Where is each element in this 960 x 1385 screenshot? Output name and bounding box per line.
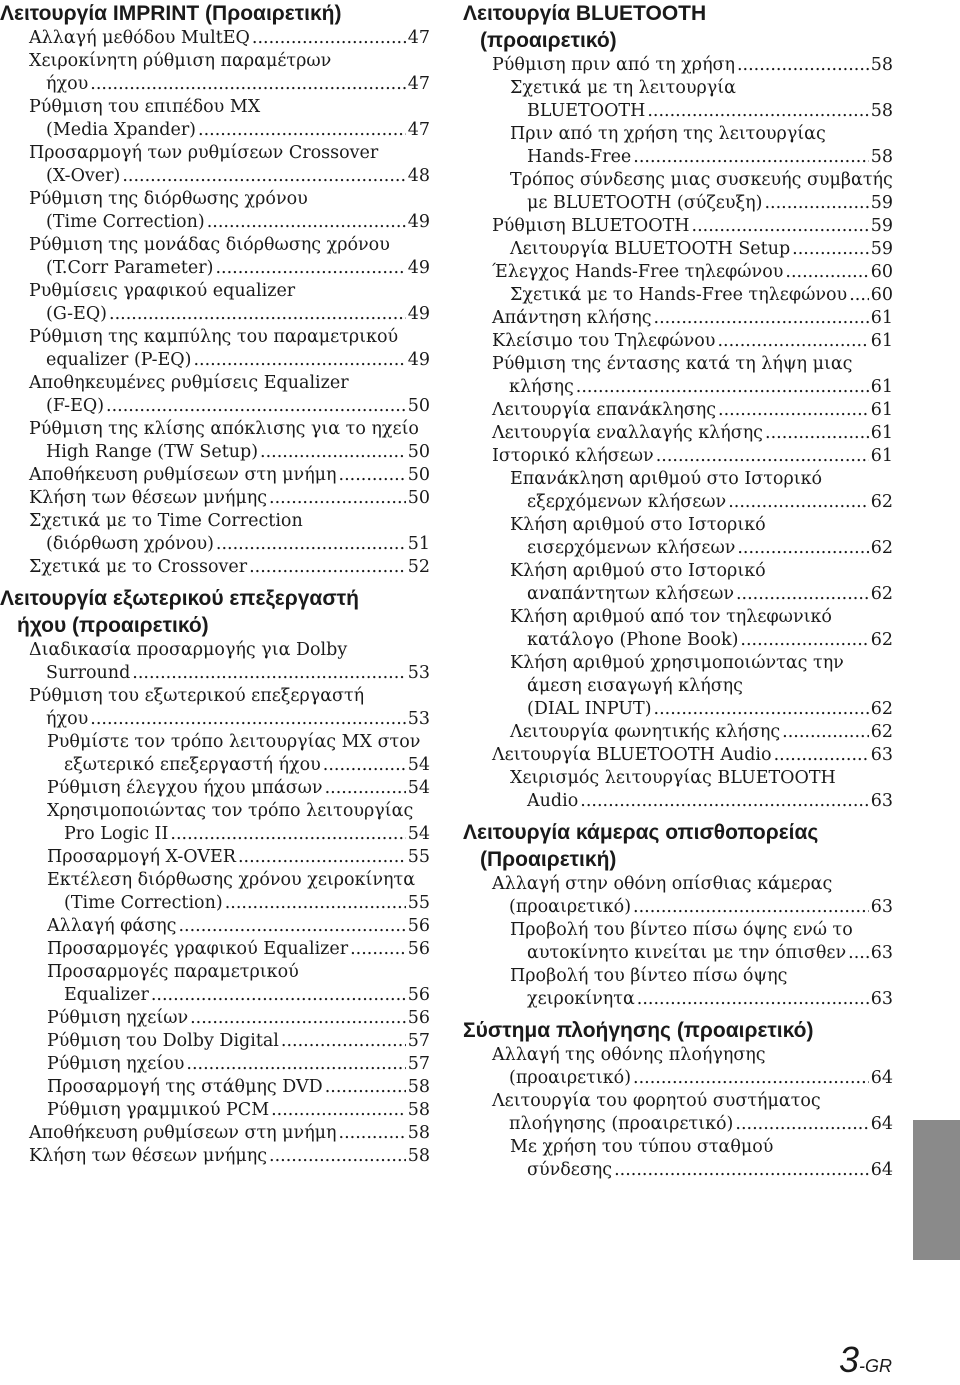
dot-leader	[647, 100, 868, 123]
entry-text: Κλήση των θέσεων μνήμης	[29, 1146, 268, 1166]
entry-text: Ρυθμίστε τον τρόπο λειτουργίας MX στον	[47, 732, 421, 752]
entry-text: ήχου	[46, 74, 89, 94]
entry-page-number: 61	[870, 331, 893, 351]
entry-text: Λειτουργία φωνητικής κλήσης	[510, 722, 781, 742]
toc-entry[interactable]	[0, 372, 430, 418]
toc-entry[interactable]	[463, 445, 893, 468]
entry-text: αναπάντητων κλήσεων	[527, 584, 734, 604]
entry-text: Αλλαγή μεθόδου MultEQ	[29, 28, 250, 48]
entry-page-number: 64	[870, 1114, 893, 1134]
toc-entry[interactable]	[463, 560, 893, 606]
dot-leader	[325, 1076, 406, 1099]
entry-page-number: 60	[870, 262, 893, 282]
entry-page-number: 50	[407, 396, 430, 416]
entry-text: Ρύθμιση της διόρθωσης χρόνου	[29, 189, 308, 209]
entry-page-number: 58	[870, 147, 893, 167]
entry-page-number: 47	[407, 28, 430, 48]
toc-entry[interactable]	[0, 280, 430, 326]
dot-leader	[249, 556, 406, 579]
toc-entry[interactable]	[463, 1044, 893, 1090]
toc-entry[interactable]	[463, 399, 893, 422]
entry-text: Αποθήκευση ρυθμίσεων στη μνήμη	[29, 1123, 337, 1143]
entry-page-number: 58	[407, 1100, 430, 1120]
entry-page-number: 63	[870, 989, 893, 1009]
dot-leader	[190, 1007, 406, 1030]
entry-page-number: 61	[870, 400, 893, 420]
section-heading: ήχου (προαιρετικό)	[17, 614, 209, 637]
dot-leader	[170, 823, 405, 846]
entry-page-number: 47	[407, 74, 430, 94]
toc-entry[interactable]	[463, 1136, 893, 1182]
section-heading: (προαιρετικό)	[480, 29, 617, 52]
entry-text: Προσαρμογή της στάθμης DVD	[47, 1077, 323, 1097]
toc-entry[interactable]	[0, 487, 430, 510]
entry-text: εξωτερικό επεξεργαστή ήχου	[64, 755, 321, 775]
toc-entry[interactable]	[463, 54, 893, 77]
entry-text: (T.Corr Parameter)	[46, 258, 214, 278]
entry-text: Πριν από τη χρήση της λειτουργίας	[510, 124, 826, 144]
entry-text: High Range (TW Setup)	[46, 442, 259, 462]
dot-leader	[737, 537, 868, 560]
entry-page-number: 64	[870, 1160, 893, 1180]
dot-leader	[740, 629, 868, 652]
toc-entry[interactable]	[0, 685, 430, 731]
entry-text: Αλλαγή φάσης	[47, 916, 177, 936]
dot-leader	[717, 330, 868, 353]
dot-leader	[207, 211, 406, 234]
entry-text: Ρύθμιση του εξωτερικού επεξεργαστή	[29, 686, 365, 706]
entry-text: Προσαρμογή των ρυθμίσεων Crossover	[29, 143, 379, 163]
dot-leader	[764, 192, 868, 215]
entry-text: (F-EQ)	[46, 396, 105, 416]
entry-page-number: 62	[870, 722, 893, 742]
entry-page-number: 59	[870, 193, 893, 213]
entry-text: Ρύθμιση ηχείου	[47, 1054, 185, 1074]
dot-leader	[774, 744, 869, 767]
dot-leader	[848, 942, 869, 965]
toc-section	[463, 819, 893, 1011]
toc-entry[interactable]	[0, 50, 430, 96]
dot-leader	[736, 583, 869, 606]
page-number	[839, 1339, 892, 1381]
entry-text: Σχετικά με το Hands-Free τηλεφώνου	[510, 285, 848, 305]
entry-page-number: 61	[870, 446, 893, 466]
dot-leader	[792, 238, 869, 261]
entry-text: Equalizer	[64, 985, 149, 1005]
entry-text: Ρύθμιση γραμμικού PCM	[47, 1100, 270, 1120]
entry-text: Ρύθμιση BLUETOOTH	[492, 216, 690, 236]
dot-leader	[614, 1159, 869, 1182]
entry-text: Έλεγχος Hands-Free τηλεφώνου	[492, 262, 784, 282]
dot-leader	[215, 257, 405, 280]
toc-entry[interactable]	[463, 767, 893, 813]
dot-leader	[323, 754, 406, 777]
entry-text: Ρύθμιση της μονάδας διόρθωσης χρόνου	[29, 235, 390, 255]
page-number-main: 3	[838, 1339, 859, 1380]
section-heading: Σύστημα πλοήγησης (προαιρετικό)	[463, 1019, 814, 1042]
entry-text: Σχετικά με το Time Correction	[29, 511, 303, 531]
entry-text: Ρύθμιση της έντασης κατά τη λήψη μιας	[492, 354, 853, 374]
entry-page-number: 56	[407, 985, 430, 1005]
entry-text: Ρύθμιση ηχείων	[47, 1008, 189, 1028]
entry-page-number: 48	[407, 166, 430, 186]
entry-page-number: 49	[407, 304, 430, 324]
toc-section	[463, 0, 893, 813]
entry-page-number: 59	[870, 216, 893, 236]
entry-text: άμεση εισαγωγή κλήσης	[527, 676, 743, 696]
section-heading: Λειτουργία BLUETOOTH	[463, 2, 707, 25]
dot-leader	[737, 54, 869, 77]
dot-leader	[151, 984, 406, 1007]
entry-text: Hands-Free	[527, 147, 632, 167]
dot-leader	[633, 1067, 869, 1090]
dot-leader	[654, 698, 869, 721]
entry-text: BLUETOOTH	[527, 101, 646, 121]
entry-text: (προαιρετικό)	[509, 897, 632, 917]
dot-leader	[735, 1113, 868, 1136]
dot-leader	[782, 721, 869, 744]
entry-page-number: 55	[407, 847, 430, 867]
section-heading: Λειτουργία IMPRINT (Προαιρετική)	[0, 2, 342, 25]
toc-entry[interactable]	[463, 652, 893, 721]
toc-section	[463, 1017, 893, 1182]
entry-text: Audio	[527, 791, 579, 811]
entry-text: Κλήση αριθμού στο Ιστορικό	[510, 561, 766, 581]
dot-leader	[350, 938, 406, 961]
entry-text: Προσαρμογή X-OVER	[47, 847, 236, 867]
entry-text: Λειτουργία εναλλαγής κλήσης	[492, 423, 763, 443]
dot-leader	[216, 533, 406, 556]
entry-page-number: 61	[870, 423, 893, 443]
toc-entry[interactable]	[463, 77, 893, 123]
entry-page-number: 49	[407, 212, 430, 232]
entry-text: (G-EQ)	[46, 304, 107, 324]
entry-text: Ρύθμιση του επιπέδου MX	[29, 97, 261, 117]
entry-text: κλήσης	[509, 377, 574, 397]
entry-text: Χειρισμός λειτουργίας BLUETOOTH	[510, 768, 836, 788]
toc-entry[interactable]	[0, 1053, 430, 1076]
dot-leader	[178, 915, 405, 938]
entry-text: Κλήση αριθμού στο Ιστορικό	[510, 515, 766, 535]
entry-text: Αλλαγή στην οθόνη οπίσθιας κάμερας	[492, 874, 833, 894]
entry-text: (Media Xpander)	[46, 120, 197, 140]
toc-entry[interactable]	[0, 464, 430, 487]
entry-text: εξερχόμενων κλήσεων	[527, 492, 727, 512]
entry-text: Λειτουργία του φορητού συστήματος	[492, 1091, 821, 1111]
entry-page-number: 50	[407, 465, 430, 485]
dot-leader	[260, 441, 406, 464]
entry-page-number: 50	[407, 488, 430, 508]
entry-text: Αλλαγή της οθόνης πλοήγησης	[492, 1045, 766, 1065]
dot-leader	[765, 422, 869, 445]
toc-entry[interactable]	[463, 284, 893, 307]
entry-text: Λειτουργία BLUETOOTH Setup	[510, 239, 791, 259]
dot-leader	[198, 119, 406, 142]
entry-page-number: 56	[407, 916, 430, 936]
dot-leader	[325, 777, 406, 800]
toc-entry[interactable]	[0, 188, 430, 234]
dot-leader	[186, 1053, 405, 1076]
toc-entry[interactable]	[0, 556, 430, 579]
dot-leader	[281, 1030, 406, 1053]
entry-page-number: 64	[870, 1068, 893, 1088]
dot-leader	[692, 215, 869, 238]
entry-text: Κλήση των θέσεων μνήμης	[29, 488, 268, 508]
toc-entry[interactable]	[463, 919, 893, 965]
entry-page-number: 62	[870, 630, 893, 650]
toc-section	[0, 0, 430, 579]
toc-entry[interactable]	[463, 330, 893, 353]
dot-leader	[225, 892, 406, 915]
entry-text: Σχετικά με τη λειτουργία	[510, 78, 736, 98]
entry-text: εισερχόμενων κλήσεων	[527, 538, 736, 558]
toc-entry[interactable]	[463, 965, 893, 1011]
toc-entry[interactable]	[0, 326, 430, 372]
dot-leader	[122, 165, 405, 188]
entry-text: πλοήγησης (προαιρετικό)	[509, 1114, 734, 1134]
dot-leader	[90, 73, 405, 96]
entry-text: Αποθηκευμένες ρυθμίσεις Equalizer	[29, 373, 349, 393]
dot-leader	[718, 399, 869, 422]
entry-page-number: 50	[407, 442, 430, 462]
entry-text: Επανάκληση αριθμού στο Ιστορικό	[510, 469, 823, 489]
entry-page-number: 61	[870, 308, 893, 328]
entry-text: Surround	[46, 663, 131, 683]
toc-entry[interactable]	[0, 1145, 430, 1168]
entry-text: αυτοκίνητο κινείται με την όπισθεν	[527, 943, 847, 963]
dot-leader	[132, 662, 405, 685]
dot-leader	[633, 146, 868, 169]
entry-text: Ρύθμιση πριν από τη χρήση	[492, 55, 735, 75]
entry-text: Ρύθμιση της κλίσης απόκλισης για το ηχείο	[29, 419, 419, 439]
entry-page-number: 63	[870, 943, 893, 963]
toc-entry[interactable]	[463, 514, 893, 560]
entry-page-number: 49	[407, 350, 430, 370]
dot-leader	[252, 27, 406, 50]
toc-entry[interactable]	[0, 234, 430, 280]
dot-leader	[238, 846, 406, 869]
toc-entry[interactable]	[0, 731, 430, 777]
dot-leader	[339, 464, 406, 487]
entry-page-number: 52	[407, 557, 430, 577]
entry-text: ήχου	[46, 709, 89, 729]
dot-leader	[849, 284, 869, 307]
toc-entry[interactable]	[0, 1076, 430, 1099]
toc-entry[interactable]	[0, 1099, 430, 1122]
entry-page-number: 63	[870, 897, 893, 917]
section-heading: Λειτουργία εξωτερικού επεξεργαστή	[0, 587, 359, 610]
toc-column-right	[463, 0, 893, 1188]
toc-entry[interactable]	[463, 721, 893, 744]
toc-entry[interactable]	[0, 961, 430, 1007]
dot-leader	[654, 307, 869, 330]
toc-entry[interactable]	[0, 142, 430, 188]
toc-entry[interactable]	[0, 418, 430, 464]
entry-page-number: 62	[870, 584, 893, 604]
toc-entry[interactable]	[0, 510, 430, 556]
entry-page-number: 62	[870, 492, 893, 512]
entry-text: Προβολή του βίντεο πίσω όψης ενώ το	[510, 920, 853, 940]
toc-entry[interactable]	[0, 1007, 430, 1030]
entry-page-number: 62	[870, 699, 893, 719]
section-heading: Λειτουργία κάμερας οπισθοπορείας	[463, 821, 819, 844]
dot-leader	[656, 445, 869, 468]
entry-page-number: 49	[407, 258, 430, 278]
entry-page-number: 55	[407, 893, 430, 913]
toc-entry[interactable]	[0, 1122, 430, 1145]
toc-entry[interactable]	[0, 96, 430, 142]
entry-text: χειροκίνητα	[527, 989, 635, 1009]
entry-page-number: 58	[407, 1146, 430, 1166]
toc-section	[0, 585, 430, 1168]
entry-text: Απάντηση κλήσης	[492, 308, 652, 328]
dot-leader	[269, 1145, 406, 1168]
entry-text: (Time Correction)	[46, 212, 205, 232]
entry-page-number: 56	[407, 1008, 430, 1028]
dot-leader	[785, 261, 868, 284]
entry-text: Λειτουργία BLUETOOTH Audio	[492, 745, 772, 765]
toc-entry[interactable]	[0, 27, 430, 50]
entry-page-number: 58	[407, 1123, 430, 1143]
dot-leader	[271, 1099, 406, 1122]
entry-text: Τρόπος σύνδεσης μιας συσκευής συμβατής	[510, 170, 893, 190]
toc-entry[interactable]	[0, 938, 430, 961]
toc-entry[interactable]	[463, 307, 893, 330]
dot-leader	[269, 487, 406, 510]
entry-text: Pro Logic II	[64, 824, 169, 844]
toc-entry[interactable]	[0, 869, 430, 915]
dot-leader	[106, 395, 406, 418]
dot-leader	[728, 491, 869, 514]
entry-page-number: 51	[407, 534, 430, 554]
entry-page-number: 63	[870, 791, 893, 811]
toc-entry[interactable]	[463, 353, 893, 399]
toc-entry[interactable]	[0, 1030, 430, 1053]
entry-text: Αποθήκευση ρυθμίσεων στη μνήμη	[29, 465, 337, 485]
entry-text: equalizer (P-EQ)	[46, 350, 192, 370]
entry-page-number: 57	[407, 1054, 430, 1074]
toc-entry[interactable]	[0, 777, 430, 800]
toc-entry[interactable]	[463, 873, 893, 919]
toc-column-left	[0, 0, 430, 1174]
entry-page-number: 57	[407, 1031, 430, 1051]
entry-text: Κλήση αριθμού χρησιμοποιώντας την	[510, 653, 844, 673]
toc-entry[interactable]	[463, 744, 893, 767]
toc-entry[interactable]	[463, 215, 893, 238]
entry-text: με BLUETOOTH (σύζευξη)	[527, 193, 763, 213]
toc-entry[interactable]	[463, 261, 893, 284]
entry-text: Λειτουργία επανάκλησης	[492, 400, 716, 420]
section-tab-marker	[913, 1120, 960, 1260]
entry-page-number: 62	[870, 538, 893, 558]
entry-text: Χειροκίνητη ρύθμιση παραμέτρων	[29, 51, 332, 71]
entry-page-number: 59	[870, 239, 893, 259]
entry-text: (Time Correction)	[64, 893, 223, 913]
entry-page-number: 56	[407, 939, 430, 959]
entry-text: κατάλογο (Phone Book)	[527, 630, 739, 650]
entry-text: Ρύθμιση της καμπύλης του παραμετρικού	[29, 327, 399, 347]
toc-entry[interactable]	[0, 915, 430, 938]
entry-page-number: 60	[870, 285, 893, 305]
dot-leader	[109, 303, 406, 326]
entry-text: Εκτέλεση διόρθωσης χρόνου χειροκίνητα	[47, 870, 416, 890]
entry-text: σύνδεσης	[527, 1160, 613, 1180]
toc-entry[interactable]	[0, 800, 430, 846]
entry-text: Προβολή του βίντεο πίσω όψης	[510, 966, 788, 986]
entry-text: Χρησιμοποιώντας τον τρόπο λειτουργίας	[47, 801, 414, 821]
section-heading: (Προαιρετική)	[480, 848, 617, 871]
entry-text: Με χρήση του τύπου σταθμού	[510, 1137, 774, 1157]
entry-text: Κλείσιμο του Τηλεφώνου	[492, 331, 716, 351]
entry-text: (διόρθωση χρόνου)	[46, 534, 214, 554]
entry-text: Σχετικά με το Crossover	[29, 557, 248, 577]
entry-page-number: 54	[407, 755, 430, 775]
dot-leader	[637, 988, 869, 1011]
dot-leader	[193, 349, 405, 372]
entry-page-number: 58	[407, 1077, 430, 1097]
entry-page-number: 61	[870, 377, 893, 397]
dot-leader	[576, 376, 869, 399]
toc-entry[interactable]	[0, 846, 430, 869]
entry-text: Ρύθμιση έλεγχου ήχου μπάσων	[47, 778, 323, 798]
entry-text: Προσαρμογές γραφικού Equalizer	[47, 939, 349, 959]
dot-leader	[339, 1122, 406, 1145]
dot-leader	[580, 790, 868, 813]
toc-entry[interactable]	[463, 238, 893, 261]
entry-page-number: 58	[870, 101, 893, 121]
entry-text: Κλήση αριθμού από τον τηλεφωνικό	[510, 607, 832, 627]
entry-page-number: 47	[407, 120, 430, 140]
entry-page-number: 54	[407, 778, 430, 798]
entry-text: Ιστορικό κλήσεων	[492, 446, 654, 466]
toc-entry[interactable]	[463, 169, 893, 215]
entry-page-number: 58	[870, 55, 893, 75]
entry-page-number: 53	[407, 663, 430, 683]
entry-text: Διαδικασία προσαρμογής για Dolby	[29, 640, 348, 660]
entry-page-number: 53	[407, 709, 430, 729]
dot-leader	[633, 896, 869, 919]
entry-text: (προαιρετικό)	[509, 1068, 632, 1088]
toc-entry[interactable]	[463, 123, 893, 169]
toc-entry[interactable]	[463, 606, 893, 652]
page-number-suffix: -GR	[859, 1356, 892, 1376]
entry-text: (DIAL INPUT)	[527, 699, 652, 719]
toc-entry[interactable]	[463, 1090, 893, 1136]
entry-text: Προσαρμογές παραμετρικού	[47, 962, 299, 982]
entry-text: Ρύθμιση του Dolby Digital	[47, 1031, 279, 1051]
toc-entry[interactable]	[463, 468, 893, 514]
toc-entry[interactable]	[0, 639, 430, 685]
entry-text: (X-Over)	[46, 166, 121, 186]
entry-page-number: 54	[407, 824, 430, 844]
dot-leader	[90, 708, 405, 731]
entry-text: Ρυθμίσεις γραφικού equalizer	[29, 281, 296, 301]
entry-page-number: 63	[870, 745, 893, 765]
toc-entry[interactable]	[463, 422, 893, 445]
